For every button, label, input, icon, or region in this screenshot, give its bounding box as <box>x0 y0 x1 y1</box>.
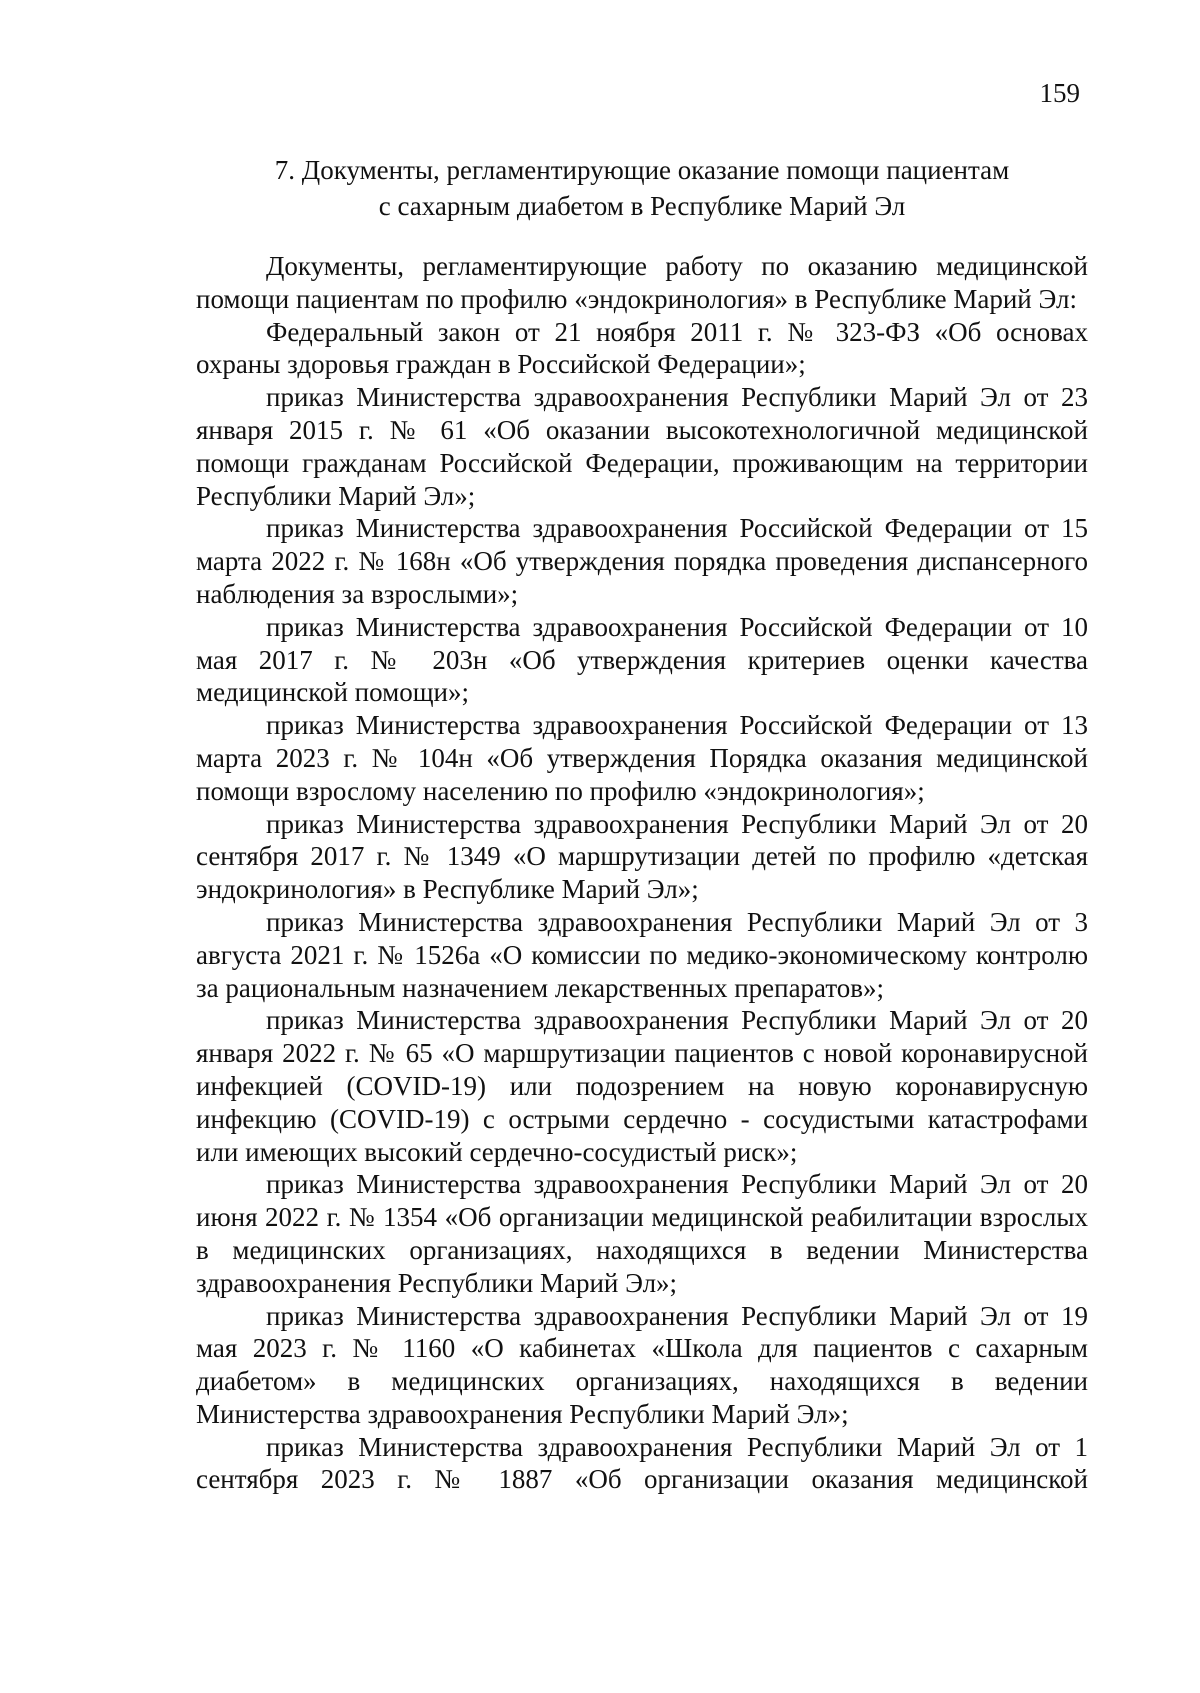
list-item-order-203n: приказ Министерства здравоохранения Российской Федерации от 10 мая 2017 г. № 203н «Об утверждения критериев оценки качества медицинской помощи»; <box>196 611 1088 708</box>
list-item-federal-law: Федеральный закон от 21 ноября 2011 г. № 323-ФЗ «Об основах охраны здоровья граждан в Российской Федерации»; <box>196 316 1088 380</box>
page-number: 159 <box>1039 78 1080 108</box>
list-item-order-1887: приказ Министерства здравоохранения Республики Марий Эл от 1 сентября 2023 г. № 1887 «Об организации оказания медицинской <box>196 1431 1088 1495</box>
list-item-order-1354: приказ Министерства здравоохранения Республики Марий Эл от 20 июня 2022 г. № 1354 «Об организации медицинской реабилитации взрослых в медицинских организациях, находящихся в ведении Министерства здравоохранения Республики Марий Эл»; <box>196 1169 1088 1298</box>
document-body <box>196 250 1088 1496</box>
list-item-order-1526a: приказ Министерства здравоохранения Республики Марий Эл от 3 августа 2021 г. № 1526а «О комиссии по медико-экономическому контролю за рациональным назначением лекарственных препаратов»; <box>196 906 1088 1003</box>
list-item-order-1349: приказ Министерства здравоохранения Республики Марий Эл от 20 сентября 2017 г. № 1349 «О маршрутизации детей по профилю «детская эндокринология» в Республике Марий Эл»; <box>196 808 1088 905</box>
list-item-order-104n: приказ Министерства здравоохранения Российской Федерации от 13 марта 2023 г. № 104н «Об утверждения Порядка оказания медицинской помощи взрослому населению по профилю «эндокринология»; <box>196 710 1088 806</box>
section-heading-line-2: с сахарным диабетом в Республике Марий Эл <box>378 191 906 221</box>
intro-paragraph: Документы, регламентирующие работу по оказанию медицинской помощи пациентам по профилю «эндокринология» в Республике Марий Эл: <box>196 251 1088 314</box>
list-item-order-65: приказ Министерства здравоохранения Республики Марий Эл от 20 января 2022 г. № 65 «О маршрутизации пациентов с новой коронавирусной инфекцией (COVID-19) или подозрением на новую коронавирусную инфекцию (COVID-19) с острыми сердечно - сосудистыми катастрофами или имеющих высокий сердечно-сосудистый риск»; <box>196 1005 1088 1167</box>
list-item-order-168n: приказ Министерства здравоохранения Российской Федерации от 15 марта 2022 г. № 168н «Об утверждения порядка проведения диспансерного наблюдения за взрослыми»; <box>196 513 1088 609</box>
section-heading-line-1: 7. Документы, регламентирующие оказание помощи пациентам <box>274 155 1010 185</box>
section-heading <box>196 152 1088 224</box>
list-item-order-1160: приказ Министерства здравоохранения Республики Марий Эл от 19 мая 2023 г. № 1160 «О кабинетах «Школа для пациентов с сахарным диабетом» в медицинских организациях, находящихся в ведении Министерства здравоохранения Республики Марий Эл»; <box>196 1300 1088 1429</box>
list-item-order-61: приказ Министерства здравоохранения Республики Марий Эл от 23 января 2015 г. № 61 «Об оказании высокотехнологичной медицинской помощи гражданам Российской Федерации, проживающим на территории Республики Марий Эл»; <box>196 382 1088 511</box>
